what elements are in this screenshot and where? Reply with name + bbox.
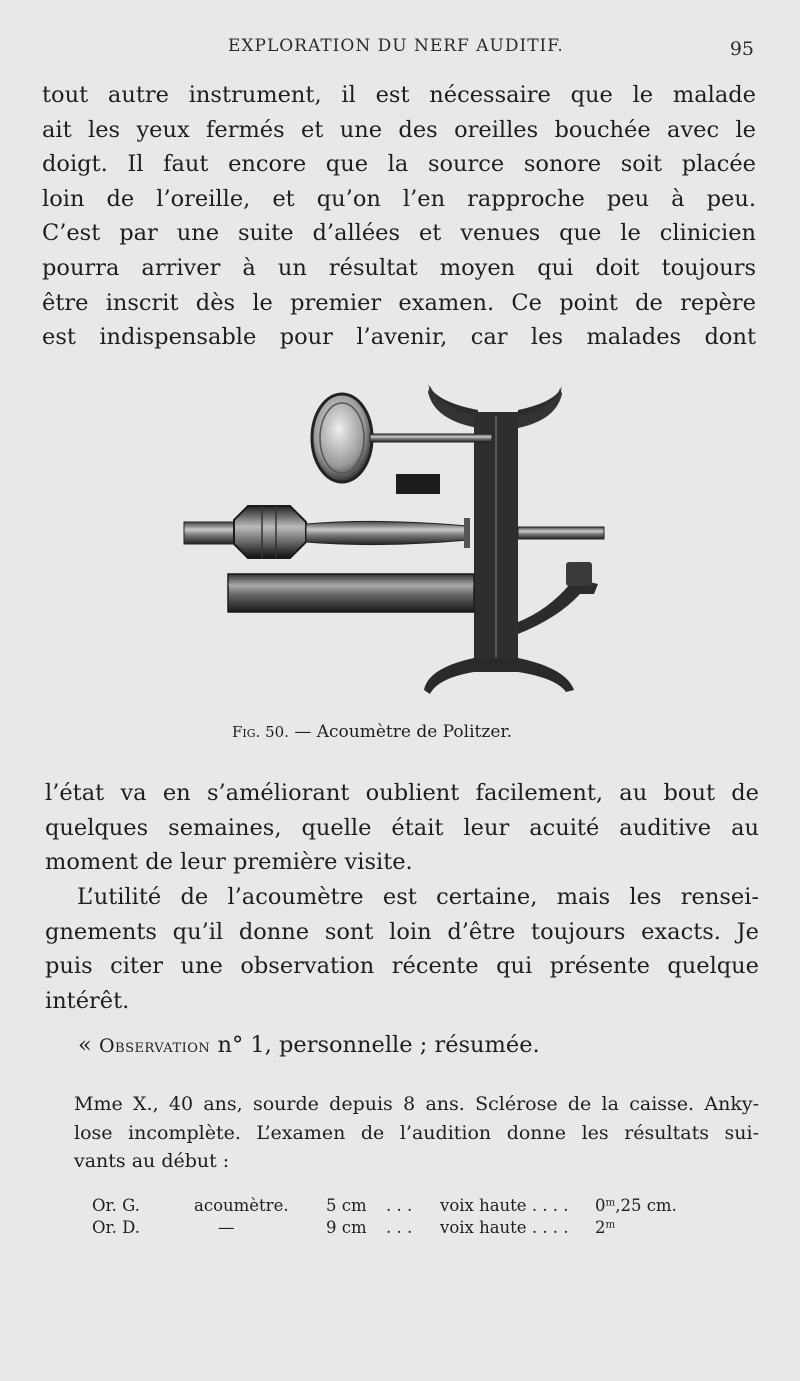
paragraph-2 [45,776,759,880]
observation-number: n° 1, personnelle ; résumée. [217,1032,540,1058]
disc-arm [370,434,492,442]
figure-label: Fig. 50. [232,723,289,741]
text-line: Mme X., 40 ans, sourde depuis 8 ans. Sclérose de la caisse. Anky- [74,1093,759,1115]
text-line: L’utilité de l’acoumètre est certaine, mais les rensei- [77,884,759,910]
ear-cell: Or. D. [92,1218,140,1237]
text-line: lose incomplète. L’examen de l’audition donne les résultats sui- [74,1121,759,1144]
observation-label: Observation [98,1035,211,1057]
horizontal-rod [184,522,234,544]
text-line: puis citer une observation récente qui présente quelque [45,953,759,980]
text-line: pourra arriver à un résultat moyen qui doit toujours [42,254,756,281]
text-line: doigt. Il faut encore que la source sonore soit placée [42,151,756,178]
open-quote: « [78,1032,92,1058]
text-line: gnements qu’il donne sont loin d’être toujours exacts. Je [45,918,759,945]
disc [312,394,372,482]
page-number: 95 [729,38,754,60]
text-line: est indispensable pour l’avenir, car les malades dont [42,324,756,351]
observation-heading [78,1032,540,1058]
paragraph-1 [42,78,756,355]
tapered-rod [306,521,468,544]
dots-cell: . . . [386,1218,413,1237]
hammer-block [396,474,440,494]
results-table [92,1195,677,1239]
acoumeter-illustration [178,372,618,702]
value-cell: 2$^m$ [595,1218,616,1237]
figure-caption-text: — Acoumètre de Politzer. [294,722,513,742]
text-line: être inscrit dès le premier examen. Ce point de repère [42,289,756,316]
stand-base [424,658,574,694]
text-line: C’est par une suite d’allées et venues que le clinicien [42,220,756,247]
observation-text [74,1090,759,1176]
text-line: vants au début : [74,1150,230,1172]
ear-cell: Or. G. [92,1196,140,1215]
instrument-cell: acoumètre. [194,1196,289,1215]
figure-caption [232,722,512,742]
text-line: intérêt. [45,987,130,1014]
knob [234,506,306,558]
voice-cell: voix haute . . . . [440,1196,569,1215]
text-line: ait les yeux fermés et une des oreilles bouchée avec le [42,116,756,143]
text-line: tout autre instrument, il est nécessaire que le malade [42,82,756,108]
distance-cell: 5 cm [326,1196,367,1215]
text-line: moment de leur première visite. [45,849,413,876]
lower-tube [228,574,474,612]
running-title: EXPLORATION DU NERF AUDITIF. [228,36,564,56]
dots-cell: . . . [386,1196,413,1215]
text-line: l’état va en s’améliorant oublient facilement, au bout de [45,780,759,806]
text-line: loin de l’oreille, et qu’on l’en rapproche peu à peu. [42,185,756,212]
table-row [92,1195,677,1217]
text-line: quelques semaines, quelle était leur acuité auditive au [45,814,759,841]
paragraph-3 [45,880,759,1018]
value-cell: 0$^m$,25 cm. [595,1196,677,1215]
stand-arm [518,580,598,634]
voice-cell: voix haute . . . . [440,1218,569,1237]
instrument-cell: — [218,1218,235,1237]
table-row [92,1217,677,1239]
distance-cell: 9 cm [326,1218,367,1237]
